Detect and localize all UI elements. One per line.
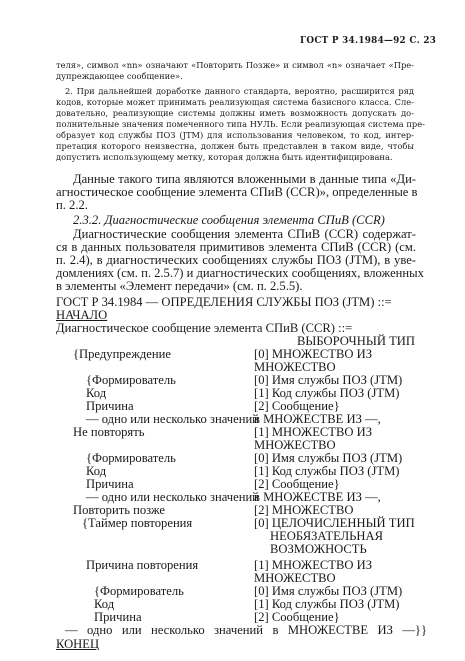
definition-tag: [1] Код службы ПОЗ (JTM): [254, 386, 400, 400]
definition-field: Причина: [86, 477, 134, 491]
definition-field: {Формирователь: [86, 451, 176, 465]
note-line: кодов, которые может принимать реализующая система базисного класса. Сле-: [56, 97, 414, 107]
note-line: допустить использующему метку, которая должна быть идентифицирована.: [56, 152, 393, 162]
paragraph-line: п. 2.2.: [56, 198, 88, 212]
definition-field: Причина: [86, 399, 134, 413]
definition-tag: [0] ЦЕЛОЧИСЛЕННЫЙ ТИП: [254, 516, 415, 530]
definition-field: {Формирователь: [94, 584, 184, 598]
definition-field: {Таймер повторения: [82, 516, 193, 530]
definition-tag: [1] Код службы ПОЗ (JTM): [254, 464, 400, 478]
definition-tag: [0] Имя службы ПОЗ (JTM): [254, 451, 403, 465]
intro-line: дупреждающее сообщение».: [56, 71, 183, 81]
definition-tag: ВОЗМОЖНОСТЬ: [270, 542, 367, 556]
note-line: полнительные значения помеченного типа НУЛЬ. Если реализующая система пре-: [56, 119, 425, 129]
definition-tag: [2] МНОЖЕСТВО: [254, 503, 354, 517]
definition-tag: НЕОБЯЗАТЕЛЬНАЯ: [270, 529, 383, 543]
definition-tag: [0] Имя службы ПОЗ (JTM): [254, 584, 403, 598]
definition-field: Повторить позже: [73, 503, 165, 517]
paragraph-line: домлениях (см. п. 2.5.7) и диагностических сообщениях, вложенных: [56, 266, 424, 280]
note-line: образует код службы ПОЗ (JTM) для использования человеком, то код, интер-: [56, 130, 414, 140]
definition-tag: МНОЖЕСТВО: [254, 438, 336, 452]
definition-field: Причина: [94, 610, 142, 624]
definition-heading: ГОСТ Р 34.1984 — ОПРЕДЕЛЕНИЯ СЛУЖБЫ ПОЗ (JTM) ::=: [56, 295, 392, 309]
definition-tag: МНОЖЕСТВО: [254, 571, 336, 585]
intro-line: теля», символ «nn» означают «Повторить Позже» и символ «n» означает «Пре-: [56, 60, 414, 70]
definition-end: КОНЕЦ: [56, 637, 100, 651]
note-line: претация которого неизвестна, должен быть представлен в таком виде, чтобы: [56, 141, 414, 151]
definition-tag: [0] МНОЖЕСТВО ИЗ: [254, 347, 373, 361]
definition-tag: [1] МНОЖЕСТВО ИЗ: [254, 425, 373, 439]
definition-comment: — одно или несколько значений: [86, 412, 259, 426]
note-line: довательно, реализующие системы должны иметь возможность допускать до-: [56, 108, 414, 118]
definition-field: Код: [86, 464, 107, 478]
definition-tag: [1] МНОЖЕСТВО ИЗ: [254, 558, 373, 572]
definition-comment: в МНОЖЕСТВЕ ИЗ —,: [254, 412, 381, 426]
definition-type: ВЫБОРОЧНЫЙ ТИП: [297, 334, 415, 348]
definition-field: {Предупреждение: [73, 347, 171, 361]
definition-tag: [2] Сообщение}: [254, 610, 340, 624]
definition-begin: НАЧАЛО: [56, 308, 108, 322]
paragraph-line: агностическое сообщение элемента СПиВ (CCR)», определенные в: [56, 185, 418, 199]
definition-tag: [2] Сообщение}: [254, 399, 340, 413]
definition-field: Причина повторения: [86, 558, 199, 572]
paragraph-line: Диагностические сообщения элемента СПиВ (CCR) содержат-: [73, 227, 416, 241]
definition-tag: [0] Имя службы ПОЗ (JTM): [254, 373, 403, 387]
definition-line: Диагностическое сообщение элемента СПиВ (CCR) ::=: [56, 321, 353, 335]
note-line: 2. При дальнейшей доработке данного стандарта, вероятно, расширится ряд: [65, 86, 414, 96]
definition-comment: — одно или несколько значений в МНОЖЕСТВЕ ИЗ —}}: [65, 623, 427, 637]
definition-comment: — одно или несколько значений: [86, 490, 259, 504]
definition-field: Код: [86, 386, 107, 400]
definition-field: Код: [94, 597, 115, 611]
section-title: 2.3.2. Диагностические сообщения элемента СПиВ (CCR): [73, 213, 385, 227]
definition-tag: МНОЖЕСТВО: [254, 360, 336, 374]
definition-field: {Формирователь: [86, 373, 176, 387]
definition-tag: [2] Сообщение}: [254, 477, 340, 491]
definition-field: Не повторять: [73, 425, 145, 439]
paragraph-line: Данные такого типа являются вложенными в данные типа «Ди-: [73, 172, 416, 186]
paragraph-line: в элементы «Элемент передачи» (см. п. 2.5.5).: [56, 279, 303, 293]
definition-comment: в МНОЖЕСТВЕ ИЗ —,: [254, 490, 381, 504]
page-header: ГОСТ Р 34.1984—92 С. 23: [300, 36, 437, 46]
paragraph-line: п. 2.4), в диагностических сообщениях службы ПОЗ (JTM), в уве-: [56, 253, 416, 267]
definition-tag: [1] Код службы ПОЗ (JTM): [254, 597, 400, 611]
paragraph-line: ся в данных пользователя примитивов элемента СПиВ (CCR) (см.: [56, 240, 416, 254]
